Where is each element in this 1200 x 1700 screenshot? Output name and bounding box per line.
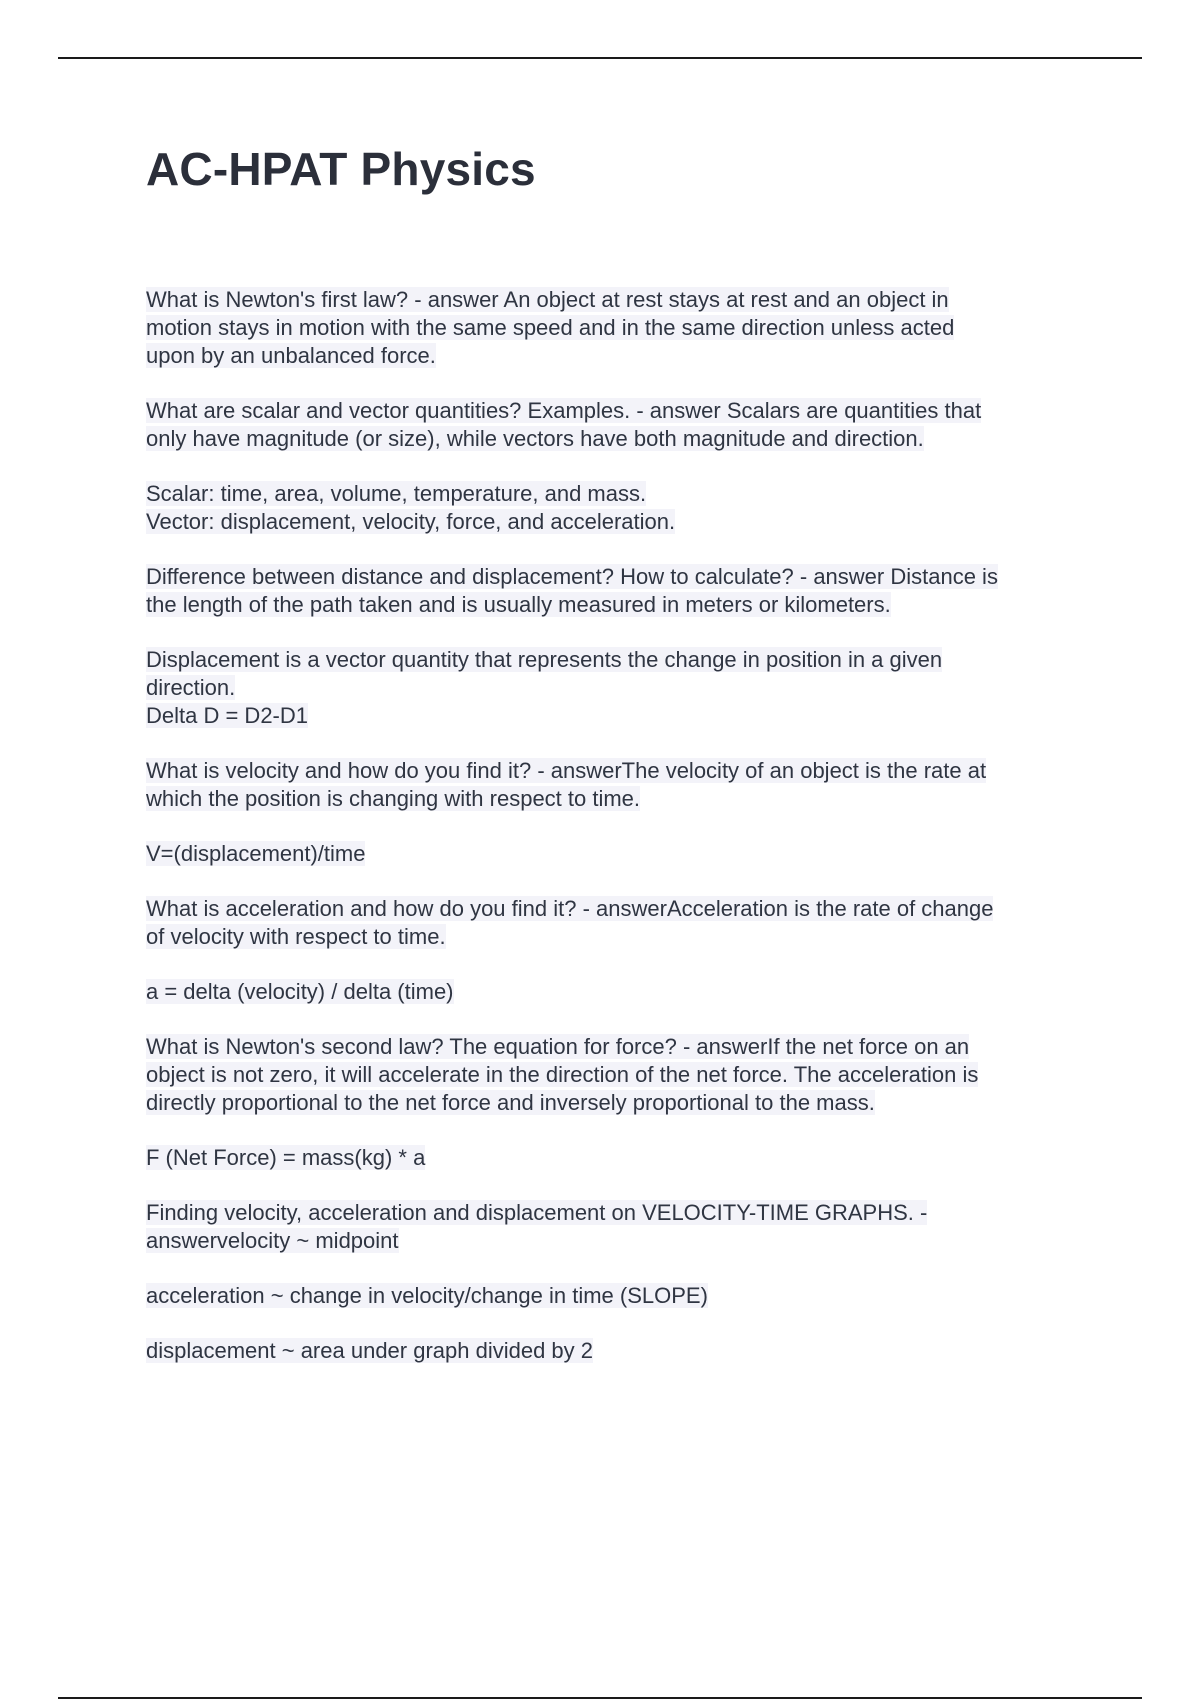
text-line: What is acceleration and how do you find it? - answerAcceleration is the rate of change	[146, 896, 994, 921]
paragraph	[146, 1199, 1086, 1255]
text-line: of velocity with respect to time.	[146, 924, 446, 949]
paragraph	[146, 978, 1086, 1006]
paragraph	[146, 397, 1086, 453]
text-line: Delta D = D2-D1	[146, 703, 309, 728]
text-line: motion stays in motion with the same speed and in the same direction unless acted	[146, 315, 955, 340]
text-line: acceleration ~ change in velocity/change in time (SLOPE)	[146, 1283, 708, 1308]
text-line: directly proportional to the net force and inversely proportional to the mass.	[146, 1090, 875, 1115]
paragraph	[146, 286, 1086, 370]
paragraph	[146, 1337, 1086, 1365]
text-line: which the position is changing with respect to time.	[146, 786, 641, 811]
paragraph	[146, 563, 1086, 619]
document-body	[146, 286, 1086, 1392]
paragraph	[146, 895, 1086, 951]
text-line: only have magnitude (or size), while vectors have both magnitude and direction.	[146, 426, 924, 451]
text-line: the length of the path taken and is usually measured in meters or kilometers.	[146, 592, 891, 617]
text-line: Scalar: time, area, volume, temperature, and mass.	[146, 481, 647, 506]
text-line: direction.	[146, 675, 236, 700]
paragraph	[146, 646, 1086, 730]
text-line: What are scalar and vector quantities? Examples. - answer Scalars are quantities that	[146, 398, 982, 423]
text-line: V=(displacement)/time	[146, 841, 366, 866]
text-line: What is velocity and how do you find it? - answerThe velocity of an object is the rate at	[146, 758, 987, 783]
text-line: Displacement is a vector quantity that represents the change in position in a given	[146, 647, 943, 672]
text-line: What is Newton's second law? The equation for force? - answerIf the net force on an	[146, 1034, 970, 1059]
text-line: object is not zero, it will accelerate in the direction of the net force. The acceleration is	[146, 1062, 979, 1087]
paragraph	[146, 480, 1086, 536]
text-line: What is Newton's first law? - answer An object at rest stays at rest and an object in	[146, 287, 949, 312]
text-line: F (Net Force) = mass(kg) * a	[146, 1145, 426, 1170]
text-line: upon by an unbalanced force.	[146, 343, 436, 368]
paragraph	[146, 840, 1086, 868]
text-line: a = delta (velocity) / delta (time)	[146, 979, 454, 1004]
text-line: Vector: displacement, velocity, force, and acceleration.	[146, 509, 676, 534]
paragraph	[146, 1033, 1086, 1117]
header-divider	[58, 57, 1142, 59]
text-line: Difference between distance and displacement? How to calculate? - answer Distance is	[146, 564, 998, 589]
paragraph	[146, 1144, 1086, 1172]
text-line: Finding velocity, acceleration and displacement on VELOCITY-TIME GRAPHS. -	[146, 1200, 928, 1225]
text-line: answervelocity ~ midpoint	[146, 1228, 399, 1253]
paragraph	[146, 757, 1086, 813]
footer-divider	[58, 1697, 1142, 1699]
text-line: displacement ~ area under graph divided by 2	[146, 1338, 594, 1363]
page-title: AC-HPAT Physics	[146, 143, 536, 195]
paragraph	[146, 1282, 1086, 1310]
